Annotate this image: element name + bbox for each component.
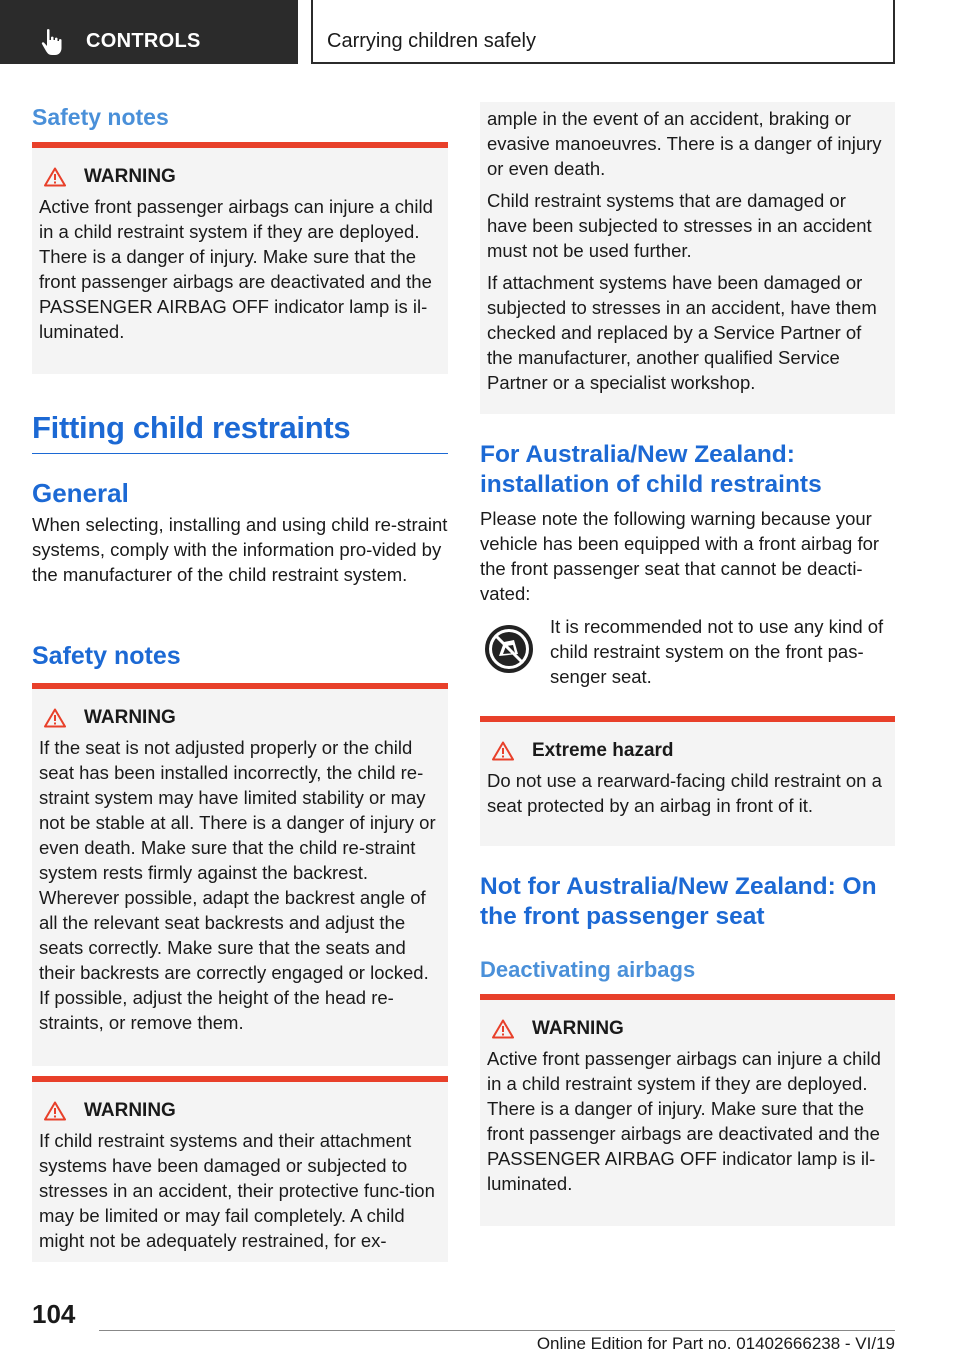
header-section-tab (0, 0, 298, 64)
footer-rule (99, 1330, 895, 1331)
extreme-hazard-box (480, 716, 895, 846)
page-number: 104 (32, 1299, 76, 1329)
fitting-heading: Fitting child restraints (32, 410, 351, 445)
warning-title: WARNING (532, 1018, 624, 1039)
warning-box-seat (32, 683, 448, 1066)
australia-icon-text: It is recommended not to use any kind of child restraint system on the front pas-senger seat. (550, 616, 884, 687)
warning-triangle-icon (44, 1101, 66, 1121)
warning-triangle-icon (492, 741, 514, 761)
warning-title: WARNING (84, 1100, 176, 1121)
safety-notes-heading-2: Safety notes (32, 642, 181, 670)
warning-text: Active front passenger airbags can injure a child in a child restraint system if they are deployed. There is a danger of injury. Make sure that the front passenger airbags are deactivated and the PASSENGER AIRBAG OFF indicator lamp is il-luminated. (487, 1048, 881, 1194)
warning-box-damaged (32, 1076, 448, 1262)
warning-text: Active front passenger airbags can injure a child in a child restraint system if they are deployed. There is a danger of injury. Make sure that the front passenger airbags are deactivated and the PASSENGER AIRBAG OFF indicator lamp is il-luminated. (39, 196, 433, 342)
warning-triangle-icon (492, 1019, 514, 1039)
hazard-text: Do not use a rearward-facing child restraint on a seat protected by an airbag in front of it. (487, 770, 882, 816)
continued-text-1: ample in the event of an accident, braking or evasive manoeuvres. There is a danger of injury or even death. (487, 108, 882, 179)
no-child-seat-airbag-icon (484, 624, 534, 674)
hazard-title: Extreme hazard (532, 740, 674, 761)
safety-notes-heading: Safety notes (32, 104, 169, 130)
general-text: When selecting, installing and using child re-straint systems, comply with the information pro-vided by the manufacturer of the child restraint system. (32, 514, 448, 585)
footer-edition: Online Edition for Part no. 01402666238 - VI/19 (536, 1334, 895, 1353)
header-section-label: CONTROLS (86, 30, 201, 52)
warning-box-continued (480, 102, 895, 414)
warning-box-airbag (32, 142, 448, 374)
warning-box-airbag-2 (480, 994, 895, 1226)
header-chapter-tab (311, 0, 895, 64)
australia-text: Please note the following warning because your vehicle has been equipped with a front airbag for the front passenger seat that cannot be deacti-vated: (480, 508, 880, 604)
warning-triangle-icon (44, 708, 66, 728)
not-australia-heading: Not for Australia/New Zealand: On the front passenger seat (480, 873, 877, 930)
warning-text: If child restraint systems and their attachment systems have been damaged or subjected to stresses in an accident, their protective func-tion may be limited or may fail completely. A child might not be adequately restrained, for ex- (39, 1130, 435, 1251)
hand-pointer-icon (40, 28, 66, 56)
continued-text-3: If attachment systems have been damaged or subjected to stresses in an accident, have them checked and replaced by a Service Partner of the manufacturer, another qualified Service Partner or a specialist workshop. (487, 272, 877, 393)
deactivating-airbags-heading: Deactivating airbags (480, 957, 696, 982)
warning-title: WARNING (84, 166, 176, 187)
warning-title: WARNING (84, 707, 176, 728)
australia-heading: For Australia/New Zealand: installation of child restraints (480, 441, 822, 498)
header-chapter-label: Carrying children safely (327, 30, 536, 52)
warning-triangle-icon (44, 167, 66, 187)
continued-text-2: Child restraint systems that are damaged or have been subjected to stresses in an accident must not be used further. (487, 190, 872, 261)
heading-rule (32, 453, 448, 454)
warning-text: If the seat is not adjusted properly or the child seat has been installed incorrectly, the child re-straint system may have limited stability or may not be stable at all. There is a danger of injury or even death. Make sure that the child re-straint system rests firmly against the backrest. Wherever possible, adapt the backrest angle of all the relevant seat backrests and adjust the seats correctly. Make sure that the seats and their backrests are correctly engaged or locked. If possible, adjust the height of the head re-straints, or remove them. (39, 737, 436, 1033)
general-heading: General (32, 478, 129, 508)
